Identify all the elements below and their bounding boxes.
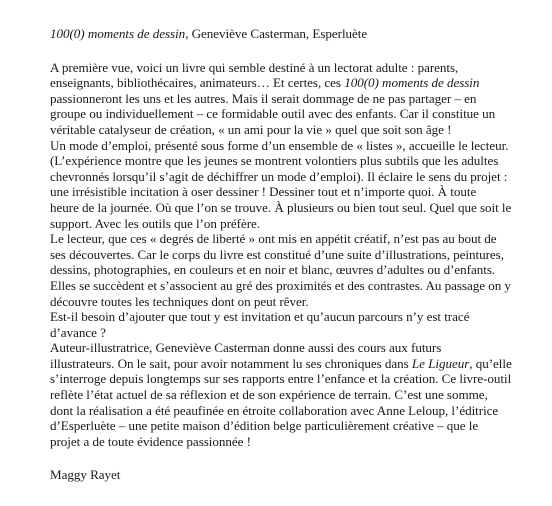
review-page bbox=[50, 26, 534, 483]
text-line: Un mode d’emploi, présenté sous forme d’un ensemble de « listes », accueille le lecteur. bbox=[50, 137, 509, 153]
text-line: Elles se succèdent et s’associent au gré des proximités et des contrastes. Au passage on y bbox=[50, 277, 511, 293]
text-line: Est-il besoin d’ajouter que tout y est invitation et qu’aucun parcours n’y est tracé bbox=[50, 309, 470, 325]
italic-title: Le Ligueur bbox=[411, 355, 470, 371]
text-line: chevronnés lorsqu’il s’agit de déchiffrer un mode d’emploi). Il éclaire le sens du projet : bbox=[50, 168, 508, 184]
text-line: illustrateurs. On le sait, pour avoir notamment lu ses chroniques dans Le Ligueur, qu’elle bbox=[50, 355, 512, 371]
text-line: (L’expérience montre que les jeunes se montrent volontiers plus subtils que les adultes bbox=[50, 153, 499, 169]
heading-author-publisher: , Geneviève Casterman, Esperluète bbox=[185, 26, 368, 41]
text-line: dessins, photographies, en couleurs et en noir et blanc, œuvres d’adultes ou d’enfants. bbox=[50, 262, 496, 278]
text-line: groupe ou individuellement – ce formidable outil avec des enfants. Car il constitue un bbox=[50, 106, 496, 122]
text-line: ses découvertes. Car le corps du livre est constitué d’une suite d’illustrations, peintures, bbox=[50, 246, 504, 262]
text-line: s’interroge depuis longtemps sur ses rapports entre l’enfance et la création. Ce livre-outil bbox=[50, 371, 512, 387]
text-line: une irrésistible incitation à oser dessiner ! Dessiner tout et n’importe quoi. À toute bbox=[50, 184, 477, 200]
text-line: d’avance ? bbox=[50, 324, 106, 340]
text-line: projet a de toute évidence passionnée ! bbox=[50, 433, 251, 449]
review-body bbox=[50, 60, 534, 450]
signature: Maggy Rayet bbox=[50, 467, 121, 483]
text-line: heure de la journée. Où que l’on se trouve. À plusieurs ou bien tout seul. Quel que soit le bbox=[50, 199, 512, 215]
text-line: véritable catalyseur de création, « un ami pour la vie » quel que soit son âge ! bbox=[50, 121, 452, 137]
text-line: découvre toutes les techniques dont on peut rêver. bbox=[50, 293, 309, 309]
book-title: 100(0) moments de dessin bbox=[50, 26, 186, 41]
italic-title: 100(0) moments de dessin bbox=[344, 75, 480, 91]
text-line: Auteur-illustratrice, Geneviève Casterman donne aussi des cours aux futurs bbox=[50, 340, 442, 356]
review-heading bbox=[50, 26, 534, 42]
text-line: Le lecteur, que ces « degrés de liberté » ont mis en appétit créatif, n’est pas au bout de bbox=[50, 231, 497, 247]
text-line: enseignants, bibliothécaires, animateurs… Et certes, ces 100(0) moments de dessin bbox=[50, 75, 480, 91]
text-line: support. Avec les outils que l’on préfère. bbox=[50, 215, 261, 231]
text-line: dont la réalisation a été peaufinée en étroite collaboration avec Anne Leloup, l’éditrice bbox=[50, 402, 499, 418]
text-line: reflète l’état actuel de sa réflexion et de son expérience de terrain. C’est une somme, bbox=[50, 387, 488, 403]
text-line: A première vue, voici un livre qui semble destiné à un lectorat adulte : parents, bbox=[50, 59, 459, 75]
text-line: passionneront les uns et les autres. Mais il serait dommage de ne pas partager – en bbox=[50, 90, 477, 106]
text-line: d’Esperluète – une petite maison d’édition belge particulièrement créative – que le bbox=[50, 418, 479, 434]
